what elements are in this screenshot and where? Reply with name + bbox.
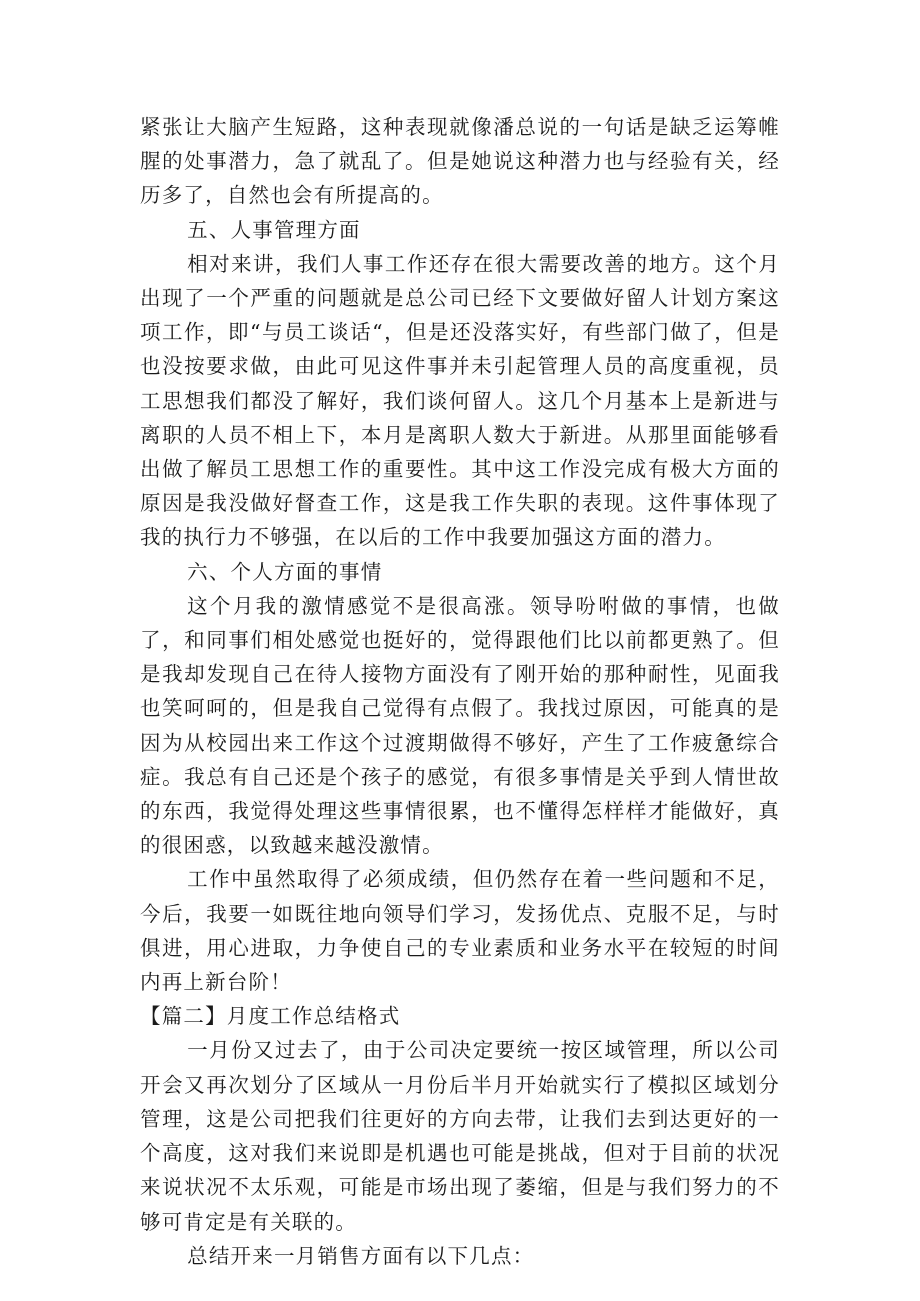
section-heading-hr: 五、人事管理方面	[187, 217, 361, 242]
paragraph-sales-summary: 总结开来一月销售方面有以下几点：	[187, 1243, 535, 1268]
article-title-part-two: 【篇二】月度工作总结格式	[140, 1004, 401, 1029]
section-heading-personal: 六、个人方面的事情	[187, 559, 383, 584]
paragraph-conclusion: 工作中虽然取得了必须成绩，但仍然存在着一些问题和不足，今后，我要一如既往地向领导们学习，发扬优点、克服不足，与时俱进，用心进取，力争使自己的专业素质和业务水平在较短的时间内再上新台阶！	[140, 867, 780, 995]
paragraph-hr-management: 相对来讲，我们人事工作还存在很大需要改善的地方。这个月出现了一个严重的问题就是总公司已经下文要做好留人计划方案这项工作，即“与员工谈话“，但是还没落实好，有些部门做了，但是也没按要求做，由此可见这件事并未引起管理人员的高度重视，员工思想我们都没了解好，我们谈何留人。这几个月基本上是新进与离职的人员不相上下，本月是离职人数大于新进。从那里面能够看出做了解员工思想工作的重要性。其中这工作没完成有极大方面的原因是我没做好督查工作，这是我工作失职的表现。这件事体现了我的执行力不够强，在以后的工作中我要加强这方面的潜力。	[140, 251, 780, 550]
document-page	[140, 110, 780, 1273]
paragraph-january: 一月份又过去了，由于公司决定要统一按区域管理，所以公司开会又再次划分了区域从一月份后半月开始就实行了模拟区域划分管理，这是公司把我们往更好的方向去带，让我们去到达更好的一个高度，这对我们来说即是机遇也可能是挑战，但对于目前的状况来说状况不太乐观，可能是市场出现了萎缩，但是与我们努力的不够可肯定是有关联的。	[140, 1038, 780, 1234]
paragraph-continued: 紧张让大脑产生短路，这种表现就像潘总说的一句话是缺乏运筹帷腥的处事潜力，急了就乱了。但是她说这种潜力也与经验有关，经历多了，自然也会有所提高的。	[140, 115, 780, 208]
paragraph-personal: 这个月我的激情感觉不是很高涨。领导吩咐做的事情，也做了，和同事们相处感觉也挺好的，觉得跟他们比以前都更熟了。但是我却发现自己在待人接物方面没有了刚开始的那种耐性，见面我也笑呵呵的，但是我自己觉得有点假了。我找过原因，可能真的是因为从校园出来工作这个过渡期做得不够好，产生了工作疲惫综合症。我总有自己还是个孩子的感觉，有很多事情是关乎到人情世故的东西，我觉得处理这些事情很累，也不懂得怎样样才能做好，真的很困惑，以致越来越没激情。	[140, 593, 780, 858]
